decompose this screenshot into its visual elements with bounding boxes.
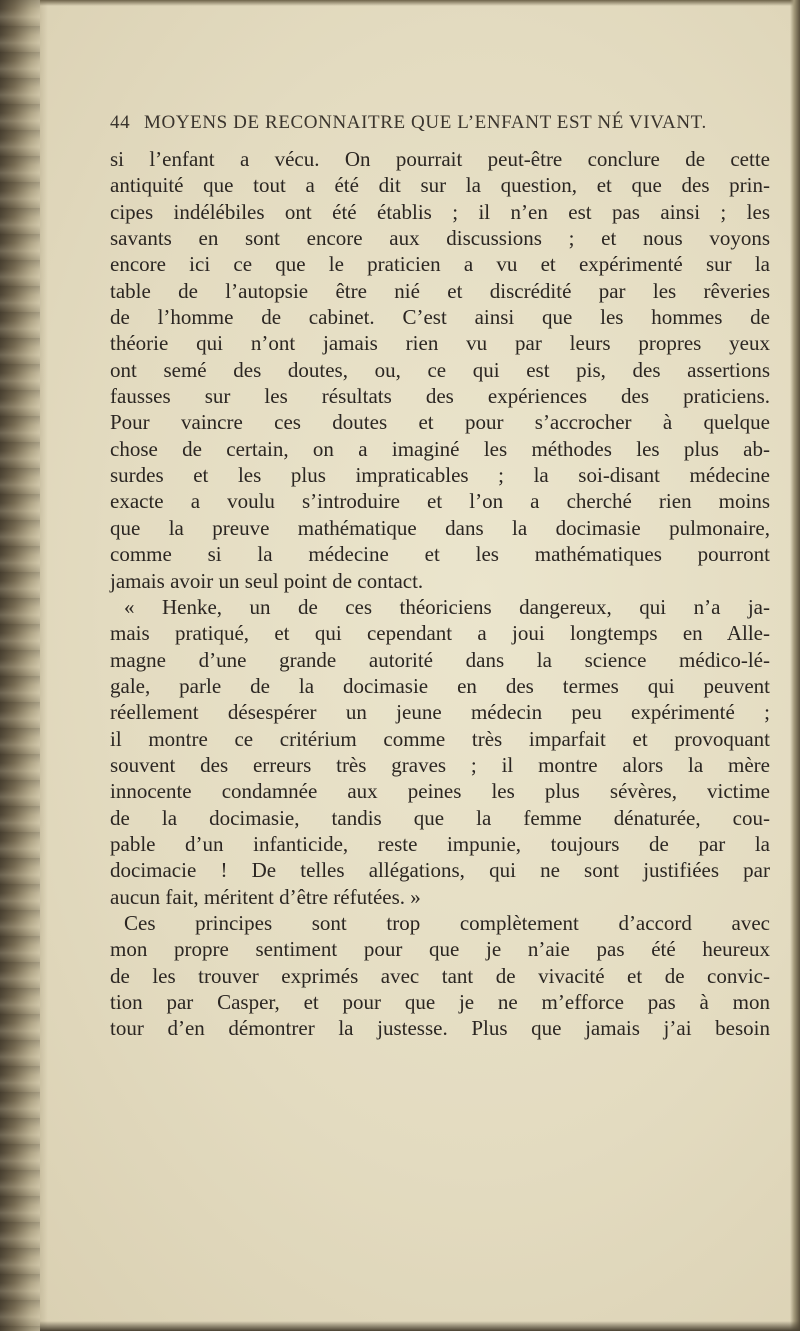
text-line: mon propre sentiment pour que je n’aie pas été heureux [110,937,770,962]
text-line: de les trouver exprimés avec tant de vivacité et de convic- [110,963,770,988]
body-text [110,146,770,1042]
text-line: cipes indélébiles ont été établis ; il n’en est pas ainsi ; les [110,199,770,224]
text-line: table de l’autopsie être nié et discrédité par les rêveries [110,278,770,303]
text-line: tour d’en démontrer la justesse. Plus que jamais j’ai besoin [110,1016,770,1041]
text-line: « Henke, un de ces théoriciens dangereux, qui n’a ja- [124,594,770,619]
text-line: exacte a voulu s’introduire et l’on a cherché rien moins [110,489,770,514]
text-line: pable d’un infanticide, reste impunie, toujours de par la [110,831,770,856]
text-line: théorie qui n’ont jamais rien vu par leurs propres yeux [110,331,770,356]
paragraph-end-line: aucun fait, méritent d’être réfutées. » [110,884,421,909]
paragraph-end-line: jamais avoir un seul point de contact. [110,568,424,593]
text-line: tion par Casper, et pour que je ne m’efforce pas à mon [110,990,770,1014]
text-line: il montre ce critérium comme très imparfait et provoquant [110,726,770,751]
text-line: magne d’une grande autorité dans la science médico-lé- [110,647,770,672]
text-line: antiquité que tout a été dit sur la question, et que des prin- [110,173,770,198]
text-line: surdes et les plus impraticables ; la soi-disant médecine [110,463,770,488]
text-line: chose de certain, on a imaginé les méthodes les plus ab- [110,436,770,461]
text-line: de la docimasie, tandis que la femme dénaturée, cou- [110,805,770,830]
text-line: encore ici ce que le praticien a vu et expérimenté sur la [110,252,770,277]
text-line: Ces principes sont trop complètement d’accord avec [124,910,770,935]
text-line: comme si la médecine et les mathématiques pourront [110,542,770,567]
text-line: gale, parle de la docimasie en des termes qui peuvent [110,673,770,698]
page-right-edge [790,0,800,1331]
text-line: que la preuve mathématique dans la docimasie pulmonaire, [110,515,770,540]
page-number: 44 [110,112,131,133]
text-line: savants en sont encore aux discussions ; et nous voyons [110,226,770,251]
page-bottom-edge [40,1321,800,1331]
text-line: réellement désespérer un jeune médecin peu expérimenté ; [110,700,770,725]
text-line: fausses sur les résultats des expériences des praticiens. [110,384,770,409]
text-line: Pour vaincre ces doutes et pour s’accrocher à quelque [110,410,770,435]
running-header [110,112,770,140]
text-line: ont semé des doutes, ou, ce qui est pis, des assertions [110,357,770,382]
text-line: mais pratiqué, et qui cependant a joui longtemps en Alle- [110,621,770,646]
text-line: souvent des erreurs très graves ; il montre alors la mère [110,752,770,777]
text-line: si l’enfant a vécu. On pourrait peut-être conclure de cette [110,147,770,171]
book-spine-texture [0,0,40,1331]
running-title: MOYENS DE RECONNAITRE QUE L’ENFANT EST NÉ VIVANT. [144,112,707,133]
text-line: docimacie ! De telles allégations, qui ne sont justifiées par [110,858,770,883]
text-line: de l’homme de cabinet. C’est ainsi que les hommes de [110,305,770,330]
text-line: innocente condamnée aux peines les plus sévères, victime [110,779,770,804]
page-top-edge [40,0,800,6]
